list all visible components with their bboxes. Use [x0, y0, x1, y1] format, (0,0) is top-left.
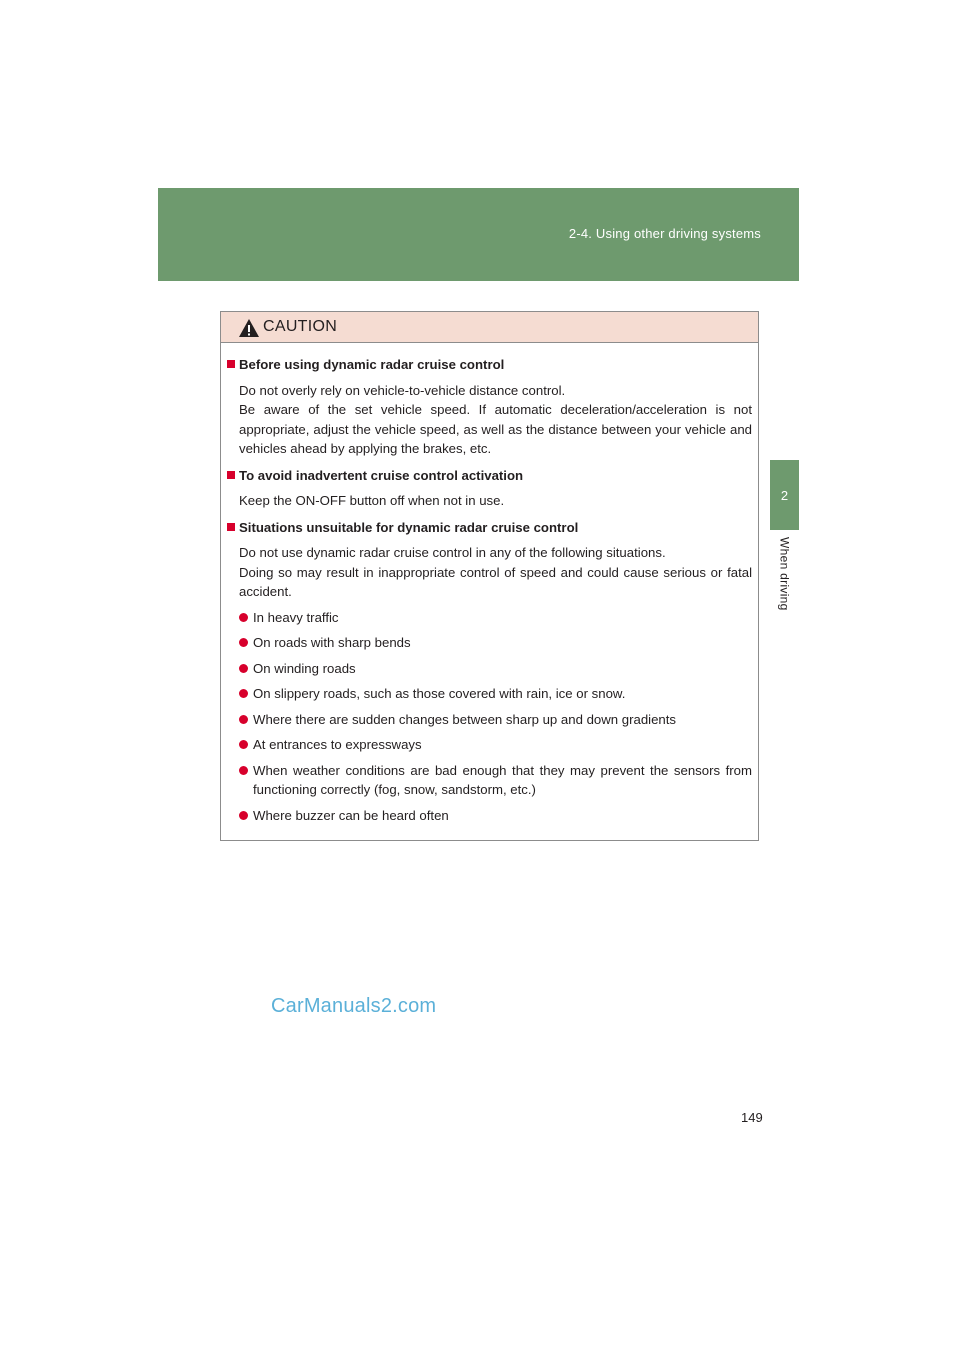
list-item: In heavy traffic [227, 608, 752, 628]
dot-bullet-icon [239, 689, 248, 698]
list-item: Where buzzer can be heard often [227, 806, 752, 826]
dot-bullet-icon [239, 766, 248, 775]
dot-bullet-icon [239, 740, 248, 749]
dot-bullet-icon [239, 638, 248, 647]
chapter-label: When driving [777, 537, 792, 611]
dot-bullet-icon [239, 613, 248, 622]
paragraph: Do not use dynamic radar cruise control in any of the following situations. Doing so may result in inappropriate control of speed and could cause serious or fatal accident. [239, 545, 752, 599]
chapter-number: 2 [780, 487, 789, 503]
caution-box [220, 311, 759, 841]
section-heading: To avoid inadvertent cruise control activation [227, 466, 752, 486]
list-item: On slippery roads, such as those covered with rain, ice or snow. [227, 684, 752, 704]
dot-bullet-icon [239, 664, 248, 673]
list-item: When weather conditions are bad enough that they may prevent the sensors from functioning correctly (fog, snow, sandstorm, etc.) [227, 761, 752, 800]
watermark-link[interactable]: CarManuals2.com [271, 995, 437, 1017]
square-bullet-icon [227, 471, 235, 479]
square-bullet-icon [227, 523, 235, 531]
chapter-label-container [770, 537, 799, 627]
section-title: 2-4. Using other driving systems [568, 226, 761, 241]
list-item: At entrances to expressways [227, 735, 752, 755]
dot-bullet-icon [239, 811, 248, 820]
paragraph: Keep the ON-OFF button off when not in use. [239, 493, 505, 508]
dot-bullet-icon [239, 715, 248, 724]
caution-section [227, 466, 752, 511]
chapter-tab[interactable] [770, 460, 799, 530]
list-item: On winding roads [227, 659, 752, 679]
section-heading: Situations unsuitable for dynamic radar cruise control [227, 518, 752, 538]
list-item: Where there are sudden changes between sharp up and down gradients [227, 710, 752, 730]
page-number: 149 [741, 1110, 763, 1125]
caution-header [221, 312, 758, 343]
caution-section [227, 518, 752, 826]
list-item: On roads with sharp bends [227, 633, 752, 653]
caution-title: CAUTION [263, 318, 338, 335]
header-band [158, 188, 799, 281]
section-heading: Before using dynamic radar cruise control [227, 355, 752, 375]
square-bullet-icon [227, 360, 235, 368]
caution-section [227, 355, 752, 459]
caution-body [221, 343, 758, 825]
warning-triangle-icon [238, 318, 260, 338]
paragraph: Do not overly rely on vehicle-to-vehicle distance control. Be aware of the set vehicle speed. If automatic deceleration/acceleration is not appropriate, adjust the vehicle speed, as well as the distance between your vehicle and vehicles ahead by applying the brakes, etc. [239, 382, 752, 456]
